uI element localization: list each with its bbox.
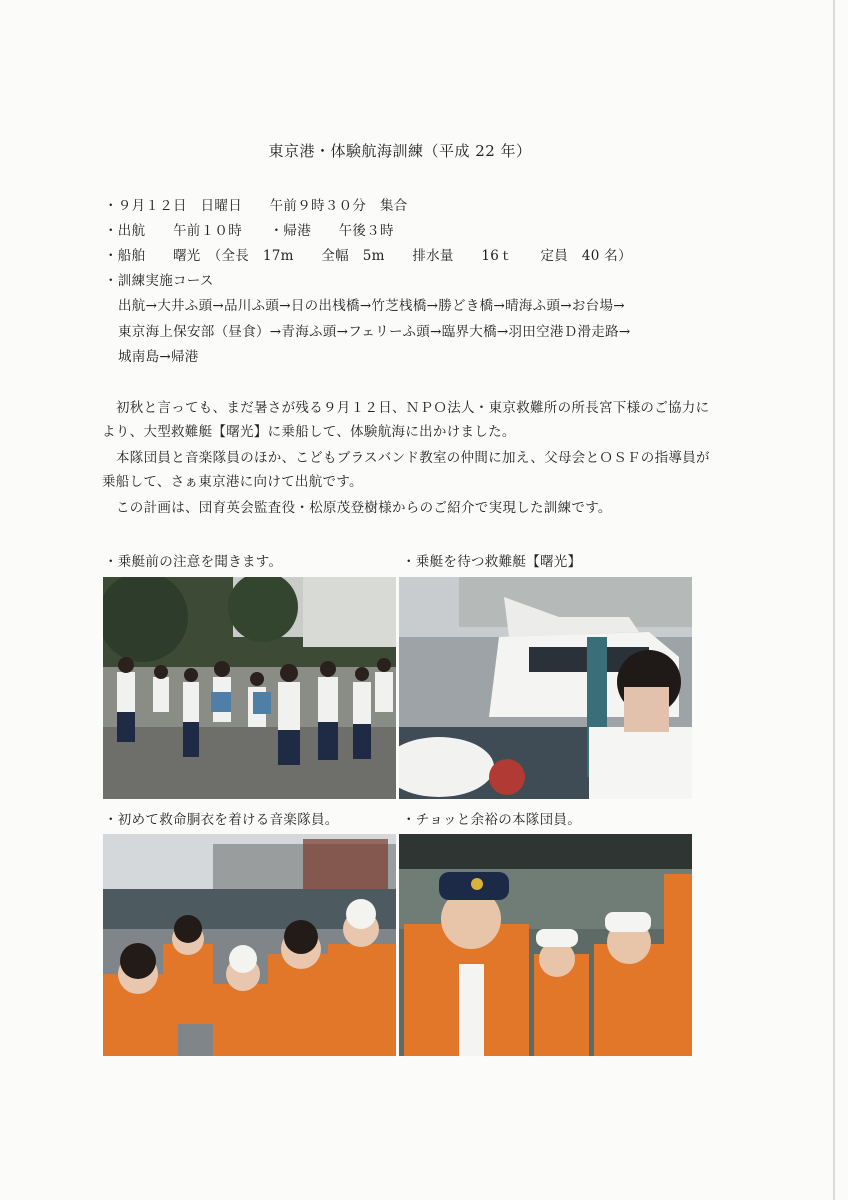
- course-line-2: 東京海上保安部（昼食）→青海ふ頭→フェリーふ頭→臨界大橋→羽田空港Ｄ滑走路→: [118, 324, 631, 340]
- course-line-1: 出航→大井ふ頭→品川ふ頭→日の出桟橋→竹芝桟橋→勝どき橋→晴海ふ頭→お台場→: [118, 298, 625, 314]
- info-course-heading: ・訓練実施コース: [104, 273, 214, 289]
- paragraph-members: 本隊団員と音楽隊員のほか、こどもブラスバンド教室の仲間に加え、父母会とＯＳＦの指導員が乗船して、さぁ東京港に向けて出航です。: [102, 450, 710, 490]
- paragraph-intro: 初秋と言っても、まだ暑さが残る９月１２日、ＮＰＯ法人・東京救難所の所長宮下様のご協力により、大型救難艇【曙光】に乗船して、体験航海に出かけました。: [102, 400, 710, 440]
- photo-rescue-boat: [399, 577, 692, 799]
- info-departure: ・出航 午前１０時 ・帰港 午後３時: [104, 223, 394, 239]
- photo-caption-boat: ・乗艇を待つ救難艇【曙光】: [402, 554, 582, 570]
- photo-briefing: [103, 577, 396, 799]
- photo-members-relaxed: [399, 834, 692, 1056]
- course-line-3: 城南島→帰港: [118, 349, 199, 365]
- photo-caption-lifejacket: ・初めて救命胴衣を着ける音楽隊員。: [104, 812, 339, 828]
- photo-caption-members: ・チョッと余裕の本隊団員。: [402, 812, 581, 828]
- photo-lifejackets: [103, 834, 396, 1056]
- paragraph-plan: この計画は、団育英会監査役・松原茂登樹様からのご紹介で実現した訓練です。: [116, 500, 612, 516]
- page-edge-line: [833, 0, 835, 1200]
- photo-caption-briefing: ・乗艇前の注意を聞きます。: [104, 554, 283, 570]
- info-date: ・９月１２日 日曜日 午前９時３０分 集合: [104, 198, 408, 214]
- info-vessel: ・船舶 曙光 （全長 17m 全幅 5m 排水量 16ｔ 定員 40 名）: [104, 248, 632, 264]
- page-title: 東京港・体験航海訓練（平成 22 年）: [268, 142, 532, 160]
